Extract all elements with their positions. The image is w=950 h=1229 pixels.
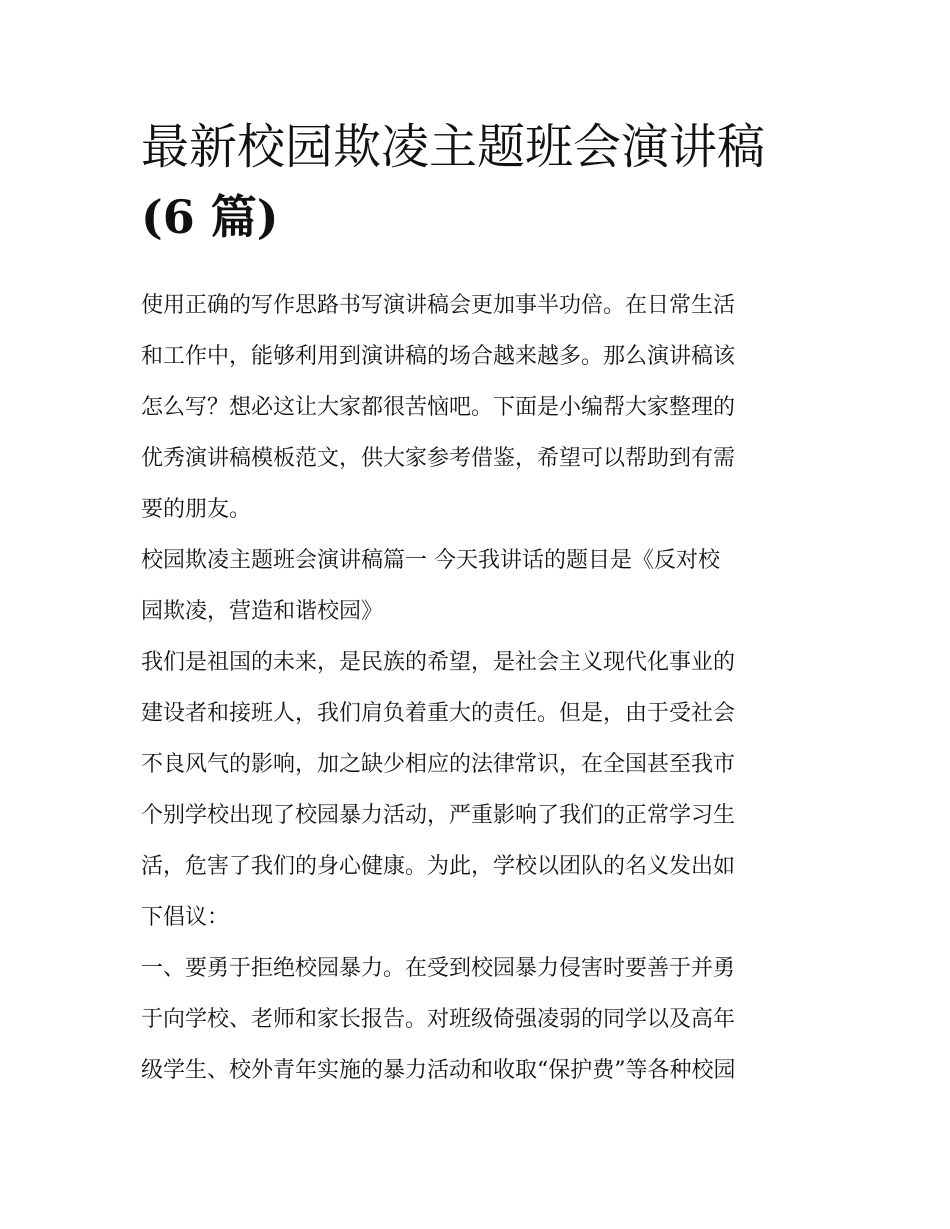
text-line: 建设者和接班人，我们肩负着重大的责任。但是，由于受社会: [141, 701, 736, 726]
text-line: 级学生、校外青年实施的暴力活动和收取“保护费”等各种校园: [141, 1058, 736, 1083]
body-paragraph: [141, 637, 813, 943]
document-title: [141, 112, 813, 252]
text-line: 活，危害了我们的身心健康。为此，学校以团队的名义发出如: [141, 854, 736, 879]
text-line: 于向学校、老师和家长报告。对班级倚强凌弱的同学以及高年: [141, 1007, 736, 1032]
text-line: 我们是祖国的未来，是民族的希望，是社会主义现代化事业的: [141, 650, 736, 675]
text-line: 要的朋友。: [141, 497, 252, 522]
text-line: 不良风气的影响，加之缺少相应的法律常识，在全国甚至我市: [141, 752, 736, 777]
title-line: 最新校园欺凌主题班会演讲稿: [141, 119, 766, 175]
document-body: [141, 280, 813, 1096]
section-heading-paragraph: [141, 535, 813, 637]
document-content: [141, 112, 813, 1096]
text-line: 园欺凌，营造和谐校园》: [141, 599, 384, 624]
text-line: 个别学校出现了校园暴力活动，严重影响了我们的正常学习生: [141, 803, 736, 828]
title-line: (6 篇): [141, 190, 279, 244]
text-line: 一、要勇于拒绝校园暴力。在受到校园暴力侵害时要善于并勇: [141, 956, 736, 981]
body-paragraph: [141, 943, 813, 1096]
text-line: 怎么写？想必这让大家都很苦恼吧。下面是小编帮大家整理的: [141, 395, 736, 420]
text-line: 使用正确的写作思路书写演讲稿会更加事半功倍。在日常生活: [141, 293, 736, 318]
text-line: 优秀演讲稿模板范文，供大家参考借鉴，希望可以帮助到有需: [141, 446, 736, 471]
text-line: 和工作中，能够利用到演讲稿的场合越来越多。那么演讲稿该: [141, 344, 736, 369]
text-line: 校园欺凌主题班会演讲稿篇一 今天我讲话的题目是《反对校: [141, 548, 720, 573]
text-line: 下倡议：: [141, 905, 230, 930]
intro-paragraph: [141, 280, 813, 535]
